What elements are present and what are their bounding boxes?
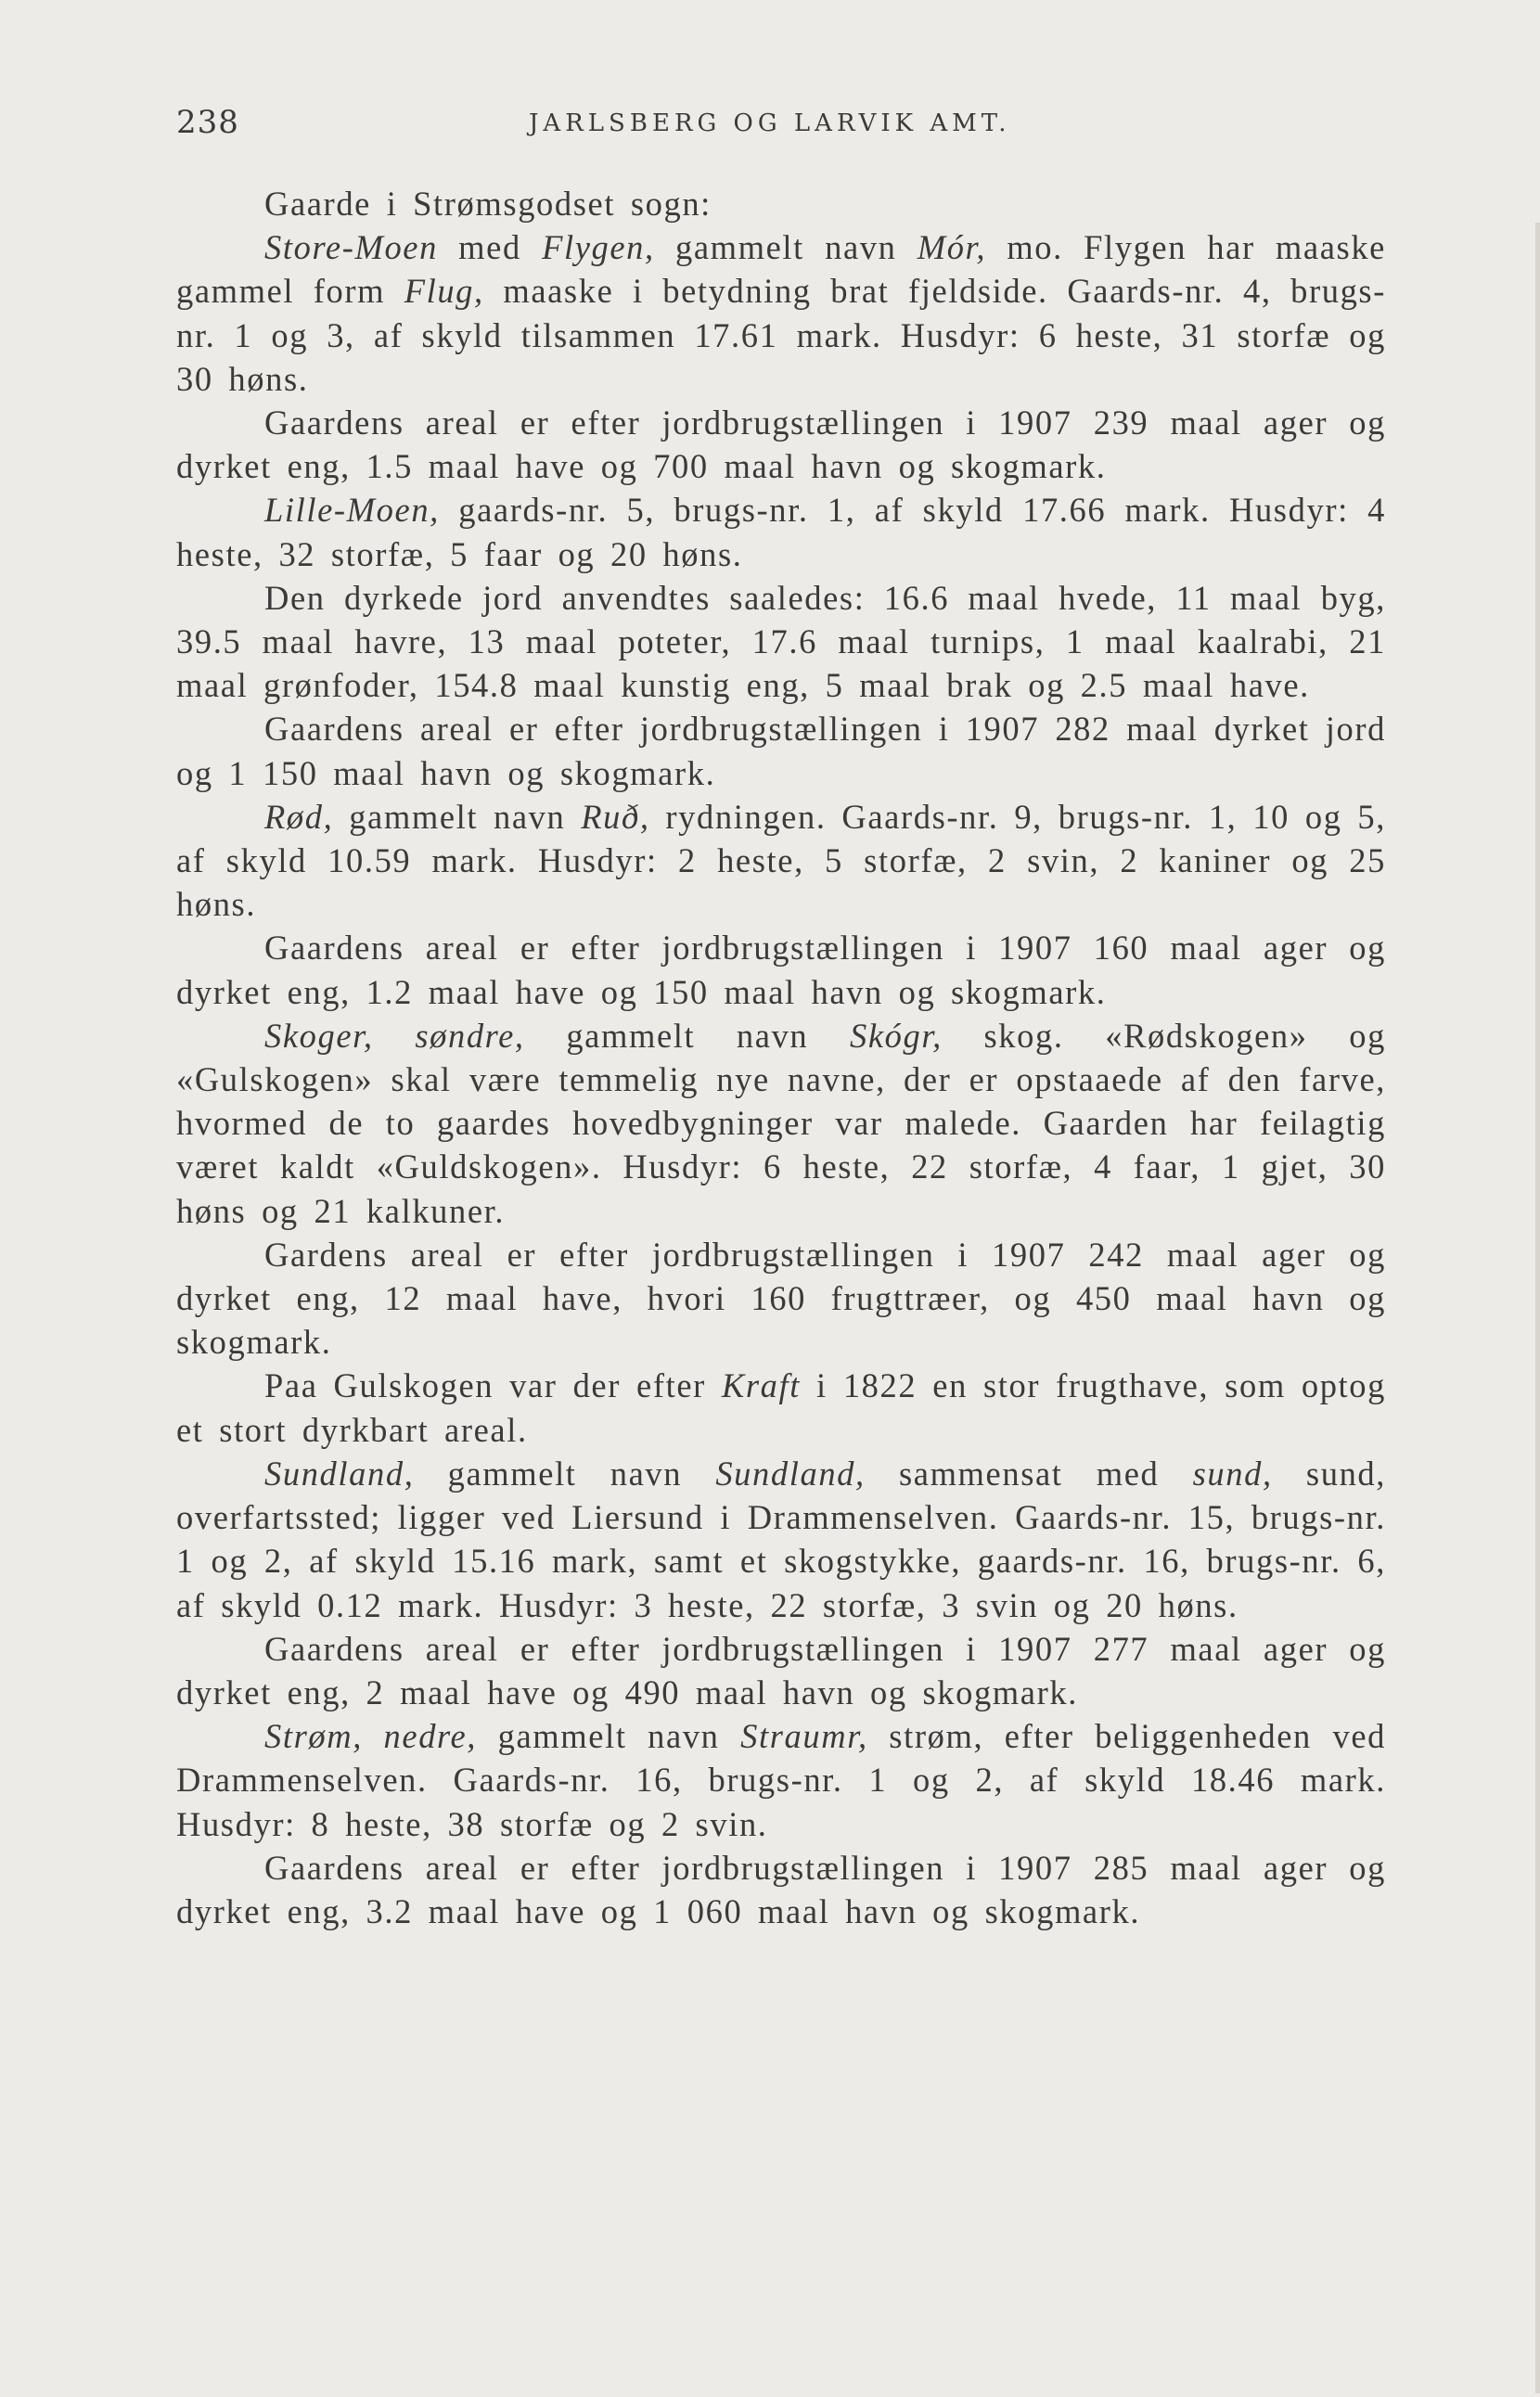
farm-name: Strøm, nedre, bbox=[264, 1717, 478, 1756]
old-name: Sundland, bbox=[715, 1454, 866, 1493]
paragraph-area: Gaardens areal er efter jordbrugstællingen i 1907 277 maal ager og dyrket eng, 2 maal have og 490 maal havn og skogmark. bbox=[176, 1629, 1386, 1711]
old-name: Mór, bbox=[917, 228, 987, 267]
farm-name: Sundland, bbox=[264, 1454, 415, 1493]
old-name: Skógr, bbox=[849, 1016, 943, 1055]
paragraph-area: Gardens areal er efter jordbrugstællingen i 1907 242 maal ager og dyrket eng, 12 maal have, hvori 160 frugttræer, og 450 maal havn og skogmark. bbox=[176, 1235, 1386, 1362]
etymology-word: sund, bbox=[1192, 1454, 1273, 1493]
paragraph-skoger: Skoger, søndre, gammelt navn Skógr, skog. «Rødskogen» og «Gulskogen» skal være temmelig nye navne, der er opstaaede af den farve, hvormed de to gaardes hovedbygninger var malede. Gaarden har feilagtig været kaldt «Guldskogen». Husdyr: 6 heste, 22 storfæ, 4 faar, 1 gjet, 30 høns og 21 kalkuner. bbox=[176, 1016, 1386, 1230]
paragraph-store-moen: Store-Moen med Flygen, gammelt navn Mór, mo. Flygen har maaske gammel form Flug, maaske i betydning brat fjeldside. Gaards-nr. 4, brugs-nr. 1 og 3, af skyld tilsammen 17.61 mark. Husdyr: 6 heste, 31 storfæ og 30 høns. bbox=[176, 228, 1386, 398]
paragraph-area: Gaardens areal er efter jordbrugstællingen i 1907 160 maal ager og dyrket eng, 1.2 maal have og 150 maal havn og skogmark. bbox=[176, 929, 1386, 1011]
farm-name: Store-Moen bbox=[264, 228, 438, 267]
paragraph-crops: Den dyrkede jord anvendtes saaledes: 16.6 maal hvede, 11 maal byg, 39.5 maal havre, 13 maal poteter, 17.6 maal turnips, 1 maal kaalrabi, 21 maal grønfoder, 154.8 maal kunstig eng, 5 maal brak og 2.5 maal have. bbox=[176, 578, 1386, 705]
page-number: 238 bbox=[176, 104, 239, 141]
running-head bbox=[176, 104, 1382, 150]
body-text bbox=[176, 182, 1386, 1933]
old-name: Straumr, bbox=[740, 1717, 868, 1756]
farm-name: Lille-Moen, bbox=[264, 491, 440, 530]
alt-form: Flug, bbox=[404, 272, 484, 311]
source-name: Kraft bbox=[721, 1366, 802, 1405]
paragraph-gulskogen: Paa Gulskogen var der efter Kraft i 1822 en stor frugthave, som optog et stort dyrkbart areal. bbox=[176, 1366, 1386, 1449]
paragraph-strom: Strøm, nedre, gammelt navn Straumr, strøm, efter beliggenheden ved Drammenselven. Gaards-nr. 16, brugs-nr. 1 og 2, af skyld 18.46 mark. Husdyr: 8 heste, 38 storfæ og 2 svin. bbox=[176, 1717, 1386, 1843]
section-intro: Gaarde i Strømsgodset sogn: bbox=[264, 185, 712, 223]
running-title: JARLSBERG OG LARVIK AMT. bbox=[529, 109, 1011, 137]
paragraph-sundland: Sundland, gammelt navn Sundland, sammensat med sund, sund, overfartssted; ligger ved Liersund i Drammenselven. Gaards-nr. 15, brugs-nr. 1 og 2, af skyld 15.16 mark, samt et skogstykke, gaards-nr. 16, brugs-nr. 6, af skyld 0.12 mark. Husdyr: 3 heste, 22 storfæ, 3 svin og 20 høns. bbox=[176, 1454, 1386, 1624]
old-name: Ruð, bbox=[581, 797, 650, 836]
paragraph-rod: Rød, gammelt navn Ruð, rydningen. Gaards-nr. 9, brugs-nr. 1, 10 og 5, af skyld 10.59 mark. Husdyr: 2 heste, 5 storfæ, 2 svin, 2 kaniner og 25 høns. bbox=[176, 797, 1386, 924]
paragraph-area: Gaardens areal er efter jordbrugstællingen i 1907 285 maal ager og dyrket eng, 3.2 maal have og 1 060 maal havn og skogmark. bbox=[176, 1848, 1386, 1930]
paragraph-lille-moen: Lille-Moen, gaards-nr. 5, brugs-nr. 1, af skyld 17.66 mark. Husdyr: 4 heste, 32 storfæ, 5 faar og 20 høns. bbox=[176, 491, 1386, 573]
farm-name: Skoger, søndre, bbox=[264, 1016, 525, 1055]
farm-name: Flygen, bbox=[542, 228, 655, 267]
paragraph-area: Gaardens areal er efter jordbrugstællingen i 1907 282 maal dyrket jord og 1 150 maal havn og skogmark. bbox=[176, 710, 1386, 792]
paragraph-area: Gaardens areal er efter jordbrugstællingen i 1907 239 maal ager og dyrket eng, 1.5 maal have og 700 maal havn og skogmark. bbox=[176, 404, 1386, 486]
page-edge bbox=[1535, 223, 1540, 2393]
farm-name: Rød, bbox=[264, 797, 334, 836]
